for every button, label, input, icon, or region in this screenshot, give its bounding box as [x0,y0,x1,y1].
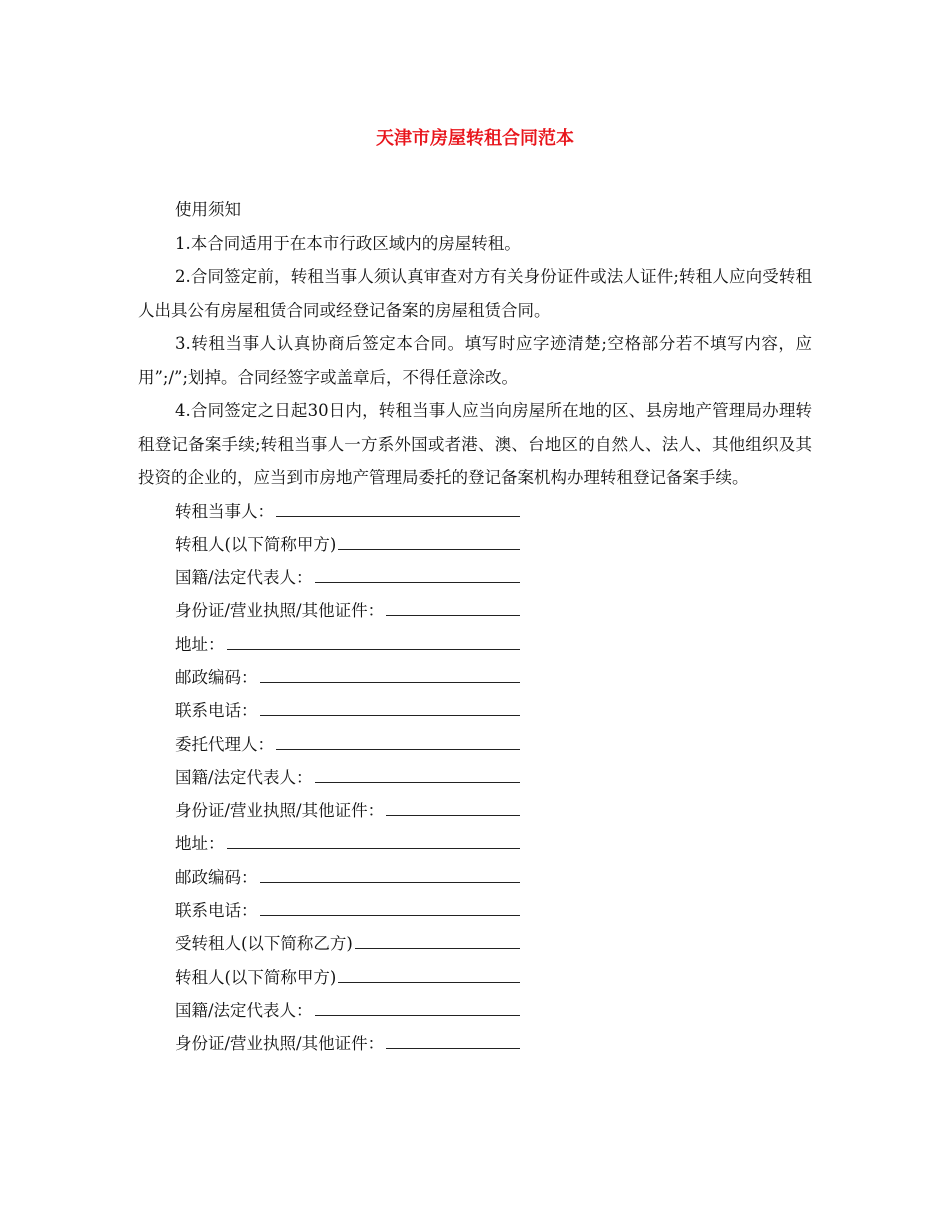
document-title: 天津市房屋转租合同范本 [376,128,574,149]
form-field-row [138,594,812,627]
fill-in-blank[interactable] [338,965,520,983]
field-label: 国籍/法定代表人： [175,767,313,787]
field-label: 转租人(以下简称甲方) [175,534,337,554]
form-field-row [138,961,812,994]
document-body [138,193,812,1061]
form-field-row [138,827,812,860]
notice-item-4: 4.合同签定之日起30日内，转租当事人应当向房屋所在地的区、县房地产管理局办理转租登记备案手续;转租当事人一方系外国或者港、澳、台地区的自然人、法人、其他组织及其投资的企业的，应当到市房地产管理局委托的登记备案机构办理转租登记备案手续。 [138,401,812,487]
form-field-row [138,1027,812,1060]
fill-in-blank[interactable] [227,832,521,850]
fill-in-blank[interactable] [315,566,520,584]
field-label: 转租人(以下简称甲方) [175,967,337,987]
field-label: 国籍/法定代表人： [175,1000,313,1020]
form-field-row [138,761,812,794]
form-field-row [138,894,812,927]
notice-item-1: 1.本合同适用于在本市行政区域内的房屋转租。 [175,233,521,253]
fill-in-blank[interactable] [260,865,521,883]
field-label: 身份证/营业执照/其他证件： [175,601,385,621]
fill-in-blank[interactable] [386,599,520,617]
form-field-row [138,628,812,661]
notice-heading: 使用须知 [175,200,241,219]
form-field-row [138,728,812,761]
field-label: 联系电话： [175,901,258,921]
fill-in-blank[interactable] [227,632,521,650]
form-field-row [138,694,812,727]
field-label: 转租当事人： [175,501,274,521]
fill-in-blank[interactable] [260,899,521,917]
fill-in-blank[interactable] [386,799,520,817]
field-label: 委托代理人： [175,734,274,754]
form-field-row [138,927,812,960]
field-label: 身份证/营业执照/其他证件： [175,1034,385,1054]
field-label: 身份证/营业执照/其他证件： [175,801,385,821]
field-label: 邮政编码： [175,667,258,687]
form-field-row [138,661,812,694]
fill-in-blank[interactable] [260,665,521,683]
fill-in-blank[interactable] [315,998,520,1016]
fill-in-blank[interactable] [260,699,521,717]
field-label: 地址： [175,834,225,854]
form-field-row [138,561,812,594]
form-field-row [138,495,812,528]
form-field-row [138,994,812,1027]
fill-in-blank[interactable] [386,1032,520,1050]
fill-in-blank[interactable] [338,532,520,550]
field-label: 受转租人(以下简称乙方) [175,934,353,954]
form-field-row [138,528,812,561]
fill-in-blank[interactable] [276,499,520,517]
notice-item-2: 2.合同签定前，转租当事人须认真审查对方有关身份证件或法人证件;转租人应向受转租人出具公有房屋租赁合同或经登记备案的房屋租赁合同。 [138,267,812,320]
field-label: 邮政编码： [175,867,258,887]
field-label: 地址： [175,634,225,654]
notice-item-3: 3.转租当事人认真协商后签定本合同。填写时应字迹清楚;空格部分若不填写内容，应用”;/”;划掉。合同经签字或盖章后，不得任意涂改。 [138,334,812,387]
fill-in-blank[interactable] [355,932,520,950]
fill-in-blank[interactable] [315,765,520,783]
field-label: 国籍/法定代表人： [175,568,313,588]
field-label: 联系电话： [175,701,258,721]
fill-in-blank[interactable] [276,732,520,750]
form-field-row [138,861,812,894]
form-field-row [138,794,812,827]
